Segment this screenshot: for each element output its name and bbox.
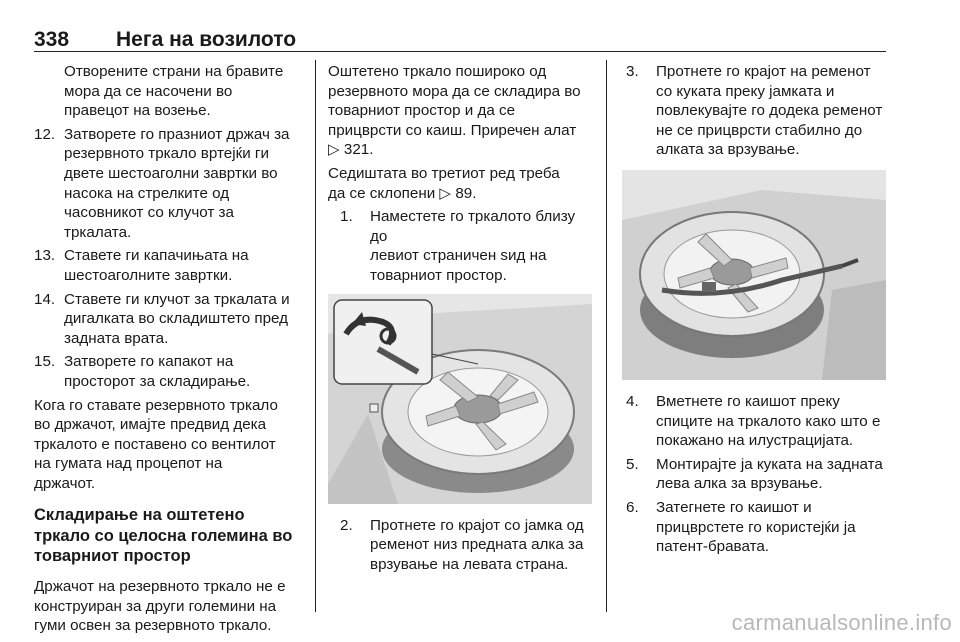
column-2 [328, 62, 594, 574]
column-divider-2 [606, 60, 607, 612]
step-6: 6. Затегнете го каишот и прицврстете го користејќи ја патент-бравата. [626, 498, 856, 556]
column-1 [34, 62, 306, 636]
step-13: 13. Ставете ги капачињата на шестоаголните завртки. [34, 247, 249, 284]
step-12: 12. Затворете го празниот држач за резервното тркало вртејќи ги двете шестоаголни завртки во насока на стрелките од часовникот со клучот за тркалата. [34, 125, 290, 241]
step-1: 1. Наместете го тркалото близу до левиот страничен ѕид на товарниот простор. [340, 208, 576, 284]
column-3 [620, 62, 890, 557]
watermark: carmanualsonline.info [731, 610, 952, 635]
step-15: 15. Затворете го капакот на просторот за складирање. [34, 353, 251, 390]
figure-wheel-with-strap-detail [328, 294, 592, 504]
figure-wheel-strapped [622, 170, 886, 380]
step-5: 5. Монтирајте ја куката на задната лева алка за врзување. [626, 455, 883, 493]
spare-wheel-note: Кога го ставате резервното тркало во држачот, имајте предвид дека тркалото е поставено со вентилот на гумата над процепот на држачот. [34, 396, 278, 492]
page-header [34, 28, 886, 52]
step-14: 14. Ставете ги клучот за тркалата и дигалката во складиштето пред задната врата. [34, 290, 290, 347]
intro-paragraph: Отворените страни на бравите мора да се насочени во правецот на возење. [64, 63, 284, 120]
step-3: 3. Протнете го крајот на ременот со куката преку јамката и повлекувајте го додека ременот не се прицврсти стабилно до алката за врзување. [626, 63, 883, 159]
damaged-wheel-paragraph: Оштетено тркало пошироко од резервното мора да се складира во товарниот простор и да се прицврсти со каиш. Приречен алат ▷ 321. [328, 63, 581, 159]
header-divider [34, 51, 886, 52]
page-title: Нега на возилото [116, 28, 297, 51]
third-row-note: Седиштата во третиот ред треба да се склопени ▷ 89. [328, 164, 560, 202]
page-number: 338 [34, 28, 70, 51]
step-2: 2. Протнете го крајот со јамка од ременот низ предната алка за врзување на левата страна. [340, 516, 584, 573]
section-heading: Складирање на оштетено тркало со целосна големина во товарниот простор [34, 506, 293, 566]
holder-note: Држачот на резервното тркало не е конструиран за други големини на гуми освен за резервното тркало. [34, 577, 286, 635]
column-divider-1 [315, 60, 316, 612]
step-4: 4. Вметнете го каишот преку спиците на тркалото како што е покажано на илустрацијата. [626, 392, 881, 450]
